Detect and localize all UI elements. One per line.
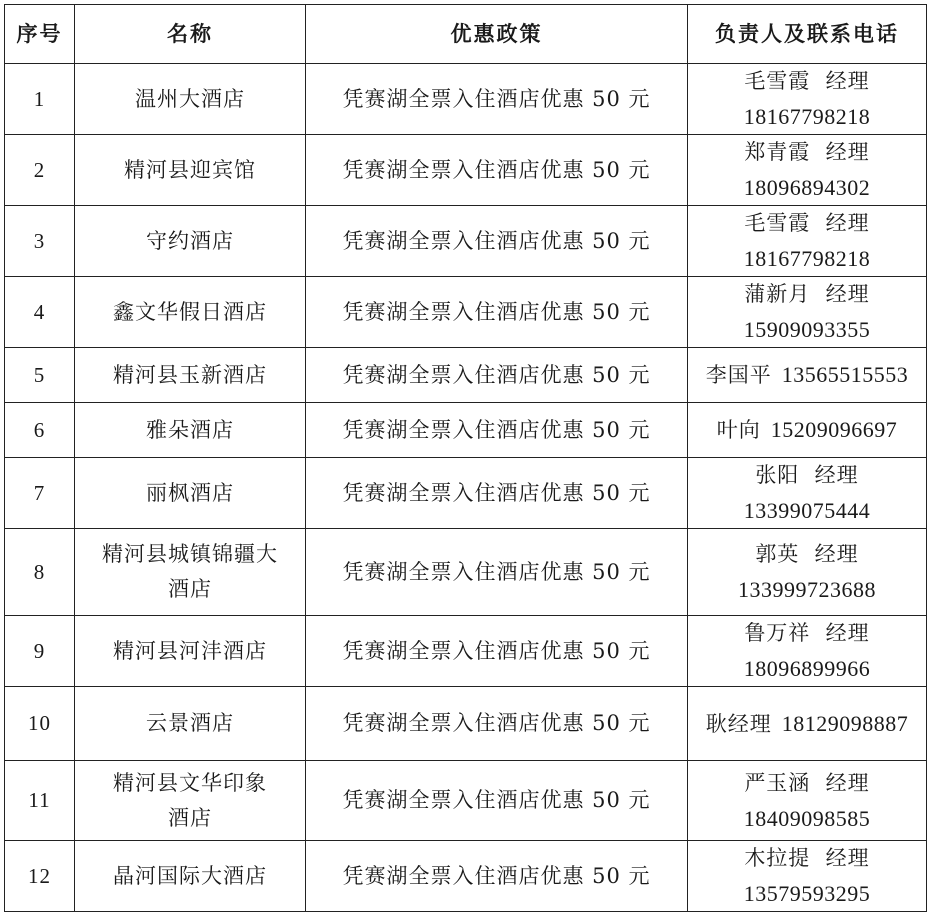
hotel-name	[75, 841, 306, 912]
table-row	[5, 841, 927, 912]
hotel-name-line: 酒店	[168, 805, 212, 830]
contact-phone: 13399075444	[743, 498, 871, 523]
row-number: 1	[5, 64, 75, 135]
table-row	[5, 348, 927, 403]
contact-line	[706, 712, 909, 736]
contact-person: 毛雪霞 经理	[744, 69, 870, 93]
hotel-discount-table	[4, 4, 927, 912]
table-row	[5, 616, 927, 687]
discount-policy: 凭赛湖全票入住酒店优惠 50 元	[306, 841, 688, 912]
table-row	[5, 206, 927, 277]
hotel-name-line: 晶河国际大酒店	[113, 863, 267, 888]
hotel-name	[75, 616, 306, 687]
row-number: 10	[5, 687, 75, 761]
hotel-name-line: 雅朵酒店	[146, 417, 234, 442]
hotel-name-line: 丽枫酒店	[146, 480, 234, 505]
hotel-name-line: 精河县河沣酒店	[113, 638, 267, 663]
contact-person: 耿经理	[705, 711, 772, 736]
hotel-name	[75, 348, 306, 403]
contact-person: 毛雪霞 经理	[744, 211, 870, 235]
table-row	[5, 135, 927, 206]
hotel-name-line: 守约酒店	[146, 228, 234, 253]
hotel-name	[75, 458, 306, 529]
hotel-name-line: 云景酒店	[146, 711, 234, 735]
discount-policy: 凭赛湖全票入住酒店优惠 50 元	[306, 277, 688, 348]
contact-phone: 13565515553	[781, 362, 909, 387]
contact-person: 张阳 经理	[755, 463, 859, 487]
contact-info	[688, 458, 927, 529]
contact-info	[688, 403, 927, 458]
table-row	[5, 403, 927, 458]
contact-person: 木拉提 经理	[744, 846, 870, 870]
discount-policy: 凭赛湖全票入住酒店优惠 50 元	[306, 64, 688, 135]
contact-phone: 18096899966	[743, 656, 871, 681]
contact-info	[688, 841, 927, 912]
hotel-name	[75, 206, 306, 277]
contact-person: 叶向	[716, 418, 761, 442]
contact-phone: 18129098887	[781, 710, 909, 736]
contact-phone: 15909093355	[743, 317, 871, 342]
contact-info	[688, 277, 927, 348]
row-number: 2	[5, 135, 75, 206]
hotel-name	[75, 529, 306, 616]
contact-person: 蒲新月 经理	[744, 282, 870, 306]
header-name: 名称	[75, 5, 306, 64]
discount-policy: 凭赛湖全票入住酒店优惠 50 元	[306, 206, 688, 277]
contact-info	[688, 206, 927, 277]
hotel-name-line: 酒店	[168, 577, 212, 601]
contact-phone: 18167798218	[743, 104, 871, 129]
contact-phone: 18409098585	[743, 805, 871, 831]
hotel-name-line: 精河县城镇锦疆大	[102, 542, 278, 566]
hotel-name	[75, 135, 306, 206]
hotel-name-line: 精河县文华印象	[113, 770, 267, 795]
contact-info	[688, 529, 927, 616]
row-number: 5	[5, 348, 75, 403]
discount-policy: 凭赛湖全票入住酒店优惠 50 元	[306, 687, 688, 761]
table-row	[5, 529, 927, 616]
header-no: 序号	[5, 5, 75, 64]
contact-person: 李国平	[705, 363, 772, 387]
hotel-name	[75, 687, 306, 761]
row-number: 6	[5, 403, 75, 458]
table-row	[5, 458, 927, 529]
discount-policy: 凭赛湖全票入住酒店优惠 50 元	[306, 529, 688, 616]
row-number: 7	[5, 458, 75, 529]
hotel-name	[75, 64, 306, 135]
table-header-row	[5, 5, 927, 64]
hotel-name-line: 鑫文华假日酒店	[113, 299, 267, 324]
row-number: 11	[5, 761, 75, 841]
contact-line	[717, 418, 898, 442]
contact-info	[688, 761, 927, 841]
row-number: 12	[5, 841, 75, 912]
contact-info	[688, 616, 927, 687]
contact-info	[688, 348, 927, 403]
table-row	[5, 64, 927, 135]
hotel-name	[75, 277, 306, 348]
contact-line	[706, 363, 909, 387]
hotel-name	[75, 761, 306, 841]
table-row	[5, 687, 927, 761]
contact-phone: 18167798218	[743, 246, 871, 271]
hotel-name-line: 精河县迎宾馆	[124, 157, 256, 182]
row-number: 4	[5, 277, 75, 348]
contact-person: 郭英 经理	[755, 542, 859, 566]
contact-info	[688, 687, 927, 761]
contact-person: 严玉涵 经理	[744, 770, 870, 795]
hotel-name-line: 温州大酒店	[135, 86, 245, 111]
header-policy: 优惠政策	[306, 5, 688, 64]
discount-policy: 凭赛湖全票入住酒店优惠 50 元	[306, 616, 688, 687]
table-row	[5, 761, 927, 841]
contact-phone: 18096894302	[743, 175, 871, 200]
discount-policy: 凭赛湖全票入住酒店优惠 50 元	[306, 135, 688, 206]
discount-policy: 凭赛湖全票入住酒店优惠 50 元	[306, 761, 688, 841]
row-number: 8	[5, 529, 75, 616]
contact-person: 鲁万祥 经理	[744, 621, 870, 645]
hotel-name	[75, 403, 306, 458]
discount-policy: 凭赛湖全票入住酒店优惠 50 元	[306, 458, 688, 529]
contact-phone: 133999723688	[738, 577, 876, 602]
contact-person: 郑青霞 经理	[744, 140, 870, 164]
row-number: 9	[5, 616, 75, 687]
header-contact: 负责人及联系电话	[688, 5, 927, 64]
contact-info	[688, 64, 927, 135]
contact-phone: 13579593295	[743, 881, 871, 906]
row-number: 3	[5, 206, 75, 277]
contact-info	[688, 135, 927, 206]
discount-policy: 凭赛湖全票入住酒店优惠 50 元	[306, 348, 688, 403]
discount-policy: 凭赛湖全票入住酒店优惠 50 元	[306, 403, 688, 458]
table-body	[5, 64, 927, 912]
contact-phone: 15209096697	[770, 417, 898, 442]
table-row	[5, 277, 927, 348]
hotel-name-line: 精河县玉新酒店	[113, 362, 267, 387]
